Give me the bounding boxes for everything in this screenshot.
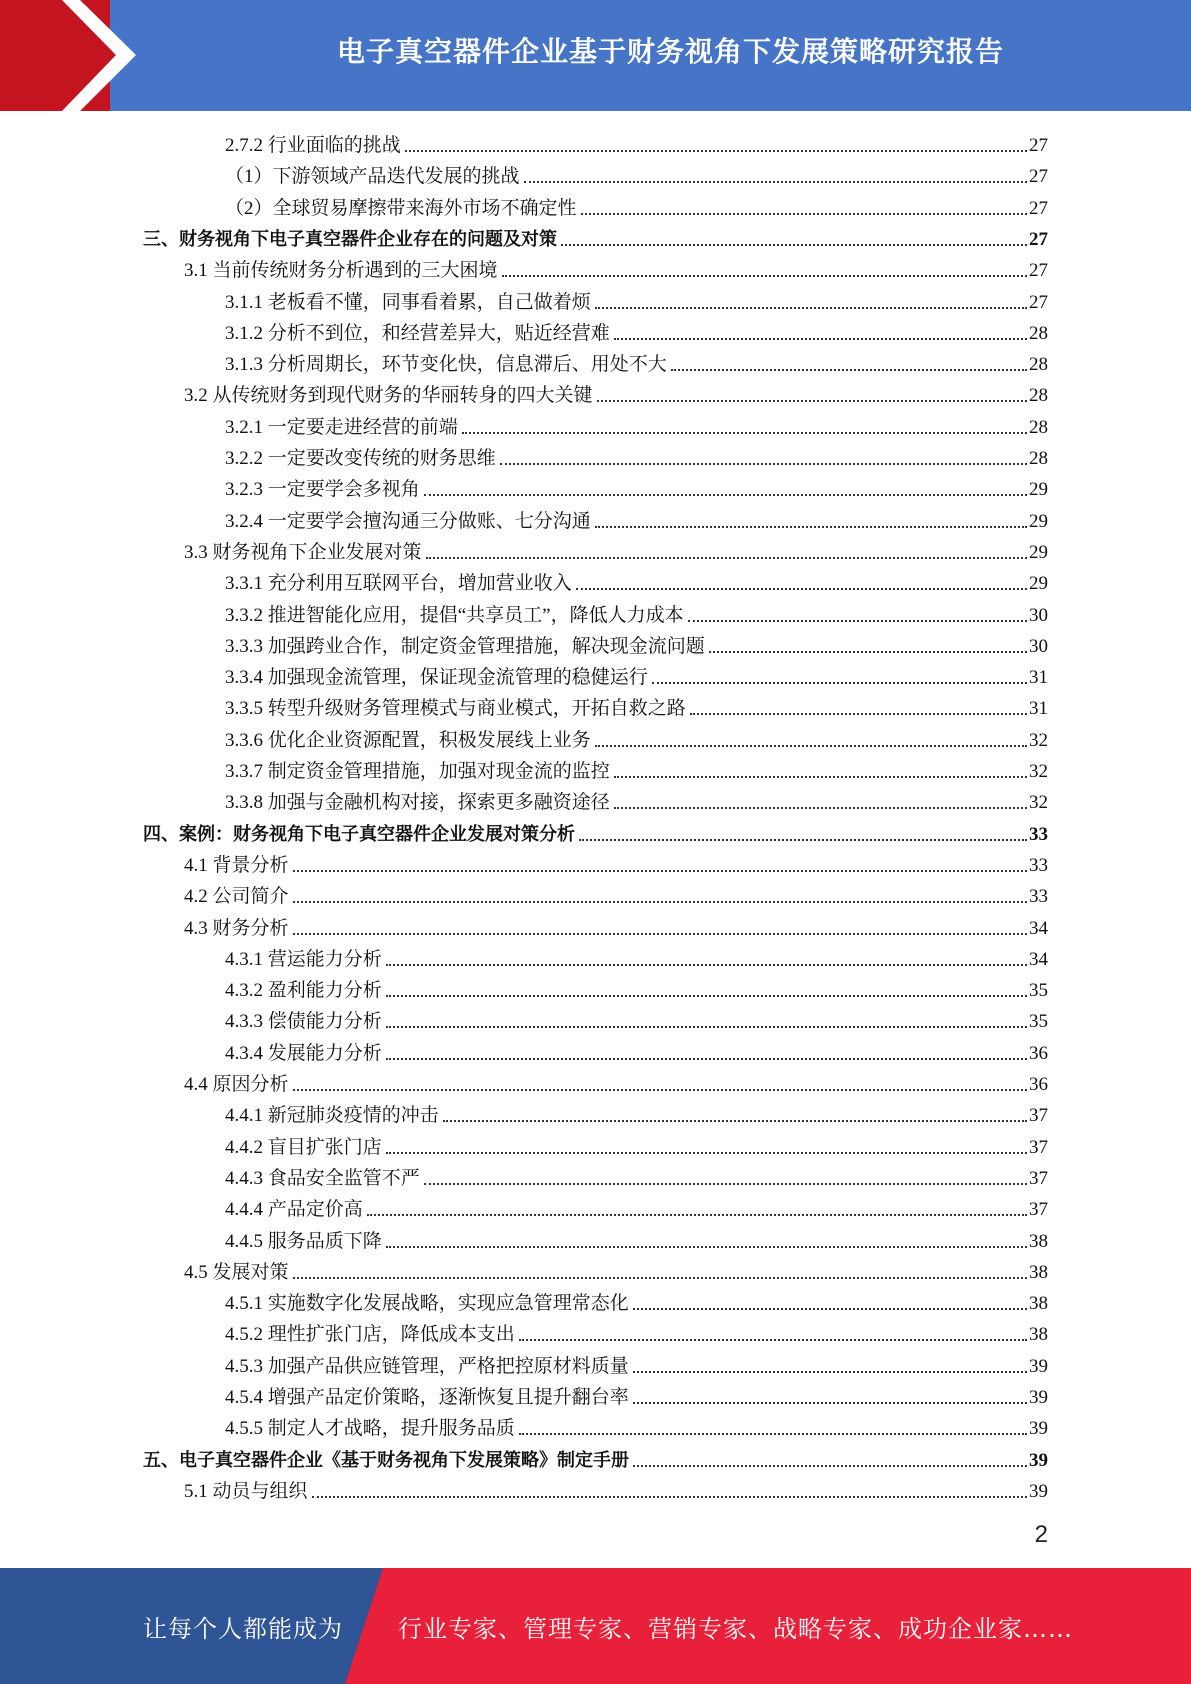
toc-entry-label: 3.1.3 分析周期长，环节变化快，信息滞后、用处不大 bbox=[225, 354, 667, 376]
toc-dot-leader bbox=[386, 1152, 1027, 1154]
toc-entry-page: 34 bbox=[1029, 917, 1048, 939]
toc-entry-label: 5.1 动员与组织 bbox=[184, 1480, 308, 1502]
toc-entry-page: 28 bbox=[1029, 448, 1048, 469]
toc-dot-leader bbox=[293, 870, 1027, 872]
page-number: 2 bbox=[1034, 1521, 1048, 1548]
toc-entry-page: 35 bbox=[1029, 1011, 1048, 1033]
toc-entry-page: 30 bbox=[1029, 604, 1048, 626]
toc-entry-label: 四、案例：财务视角下电子真空器件企业发展对策分析 bbox=[143, 823, 575, 845]
toc-dot-leader bbox=[519, 1433, 1027, 1435]
header-chevron-icon bbox=[0, 0, 170, 111]
toc-entry[interactable] bbox=[225, 597, 1048, 628]
toc-entry-page: 38 bbox=[1029, 1324, 1048, 1346]
toc-dot-leader bbox=[293, 901, 1027, 903]
toc-dot-leader bbox=[597, 400, 1027, 402]
toc-dot-leader bbox=[312, 1496, 1027, 1498]
toc-entry-label: 3.3.2 推进智能化应用，提倡“共享员工”，降低人力成本 bbox=[225, 604, 684, 626]
toc-entry-page: 33 bbox=[1029, 886, 1048, 908]
toc-dot-leader bbox=[614, 807, 1027, 809]
toc-entry-page: 28 bbox=[1029, 322, 1048, 344]
toc-dot-leader bbox=[424, 1183, 1027, 1185]
toc-entry[interactable] bbox=[225, 722, 1048, 753]
toc-dot-leader bbox=[293, 1277, 1027, 1279]
toc-entry-label: 4.5 发展对策 bbox=[184, 1261, 289, 1283]
toc-entry[interactable] bbox=[225, 1285, 1048, 1316]
toc-entry[interactable] bbox=[225, 503, 1048, 534]
toc-entry-label: 3.3.8 加强与金融机构对接，探索更多融资途径 bbox=[225, 792, 610, 814]
toc-entry[interactable] bbox=[225, 315, 1048, 346]
toc-entry-page: 36 bbox=[1029, 1042, 1048, 1064]
toc-entry-label: 4.3.1 营运能力分析 bbox=[225, 948, 382, 970]
toc-entry-page: 27 bbox=[1029, 228, 1048, 250]
toc-entry[interactable] bbox=[225, 1097, 1048, 1128]
toc-entry[interactable] bbox=[225, 346, 1048, 377]
toc-entry-page: 32 bbox=[1029, 792, 1048, 814]
toc-entry-page: 39 bbox=[1029, 1355, 1048, 1377]
toc-entry[interactable] bbox=[184, 1254, 1048, 1285]
toc-entry[interactable] bbox=[225, 1191, 1048, 1222]
page-footer bbox=[0, 1568, 1191, 1684]
toc-entry-label: 4.5.3 加强产品供应链管理，严格把控原材料质量 bbox=[225, 1355, 629, 1377]
toc-entry[interactable] bbox=[225, 1129, 1048, 1160]
toc-dot-leader bbox=[386, 1026, 1027, 1028]
toc-entry-page: 31 bbox=[1029, 698, 1048, 720]
toc-entry-label: 3.2.2 一定要改变传统的财务思维 bbox=[225, 448, 496, 469]
toc-entry[interactable] bbox=[225, 284, 1048, 315]
toc-entry-label: 3.3.4 加强现金流管理，保证现金流管理的稳健运行 bbox=[225, 667, 648, 689]
toc-dot-leader bbox=[293, 933, 1027, 935]
toc-dot-leader bbox=[405, 150, 1027, 152]
toc-entry-label: 4.4.2 盲目扩张门店 bbox=[225, 1136, 382, 1158]
toc-entry-label: 3.3.7 制定资金管理措施，加强对现金流的监控 bbox=[225, 761, 610, 782]
toc-entry-page: 27 bbox=[1029, 291, 1048, 313]
toc-entry[interactable] bbox=[225, 1223, 1048, 1254]
toc-entry-page: 27 bbox=[1029, 166, 1048, 188]
toc-entry[interactable] bbox=[225, 409, 1048, 440]
toc-entry[interactable] bbox=[225, 158, 1048, 189]
toc-entry-page: 39 bbox=[1029, 1449, 1048, 1471]
toc-dot-leader bbox=[386, 995, 1027, 997]
toc-entry-page: 37 bbox=[1029, 1105, 1048, 1127]
toc-entry-label: 4.3.3 偿债能力分析 bbox=[225, 1011, 382, 1033]
toc-entry[interactable] bbox=[225, 1410, 1048, 1441]
toc-entry-page: 37 bbox=[1029, 1136, 1048, 1158]
toc-dot-leader bbox=[581, 213, 1027, 215]
toc-entry-label: 4.3.2 盈利能力分析 bbox=[225, 980, 382, 1002]
toc-entry-page: 28 bbox=[1029, 354, 1048, 376]
toc-entry-label: 4.5.4 增强产品定价策略，逐渐恢复且提升翻台率 bbox=[225, 1387, 629, 1408]
toc-entry[interactable] bbox=[184, 1066, 1048, 1097]
toc-entry[interactable] bbox=[225, 190, 1048, 221]
toc-entry-page: 39 bbox=[1029, 1480, 1048, 1502]
toc-entry[interactable] bbox=[225, 1003, 1048, 1034]
toc-entry-page: 29 bbox=[1029, 479, 1048, 501]
toc-dot-leader bbox=[690, 713, 1027, 715]
toc-dot-leader bbox=[688, 620, 1027, 622]
toc-dot-leader bbox=[633, 1402, 1027, 1404]
toc-entry[interactable] bbox=[225, 690, 1048, 721]
toc-entry-page: 36 bbox=[1029, 1074, 1048, 1095]
toc-entry-label: 4.5.5 制定人才战略，提升服务品质 bbox=[225, 1418, 515, 1440]
toc-entry-label: 4.3.4 发展能力分析 bbox=[225, 1042, 382, 1064]
toc-entry-page: 27 bbox=[1029, 260, 1048, 282]
toc-entry-page: 35 bbox=[1029, 980, 1048, 1002]
toc-entry-page: 28 bbox=[1029, 416, 1048, 438]
toc-entry-label: 4.4.1 新冠肺炎疫情的冲击 bbox=[225, 1105, 439, 1127]
toc-entry-page: 27 bbox=[1029, 197, 1048, 219]
toc-entry-label: 2.7.2 行业面临的挑战 bbox=[225, 135, 401, 156]
toc-entry[interactable] bbox=[225, 1035, 1048, 1066]
toc-entry-label: （2）全球贸易摩擦带来海外市场不确定性 bbox=[225, 197, 577, 219]
toc-entry[interactable] bbox=[225, 784, 1048, 815]
toc-entry[interactable] bbox=[225, 628, 1048, 659]
toc-entry-label: 4.4.4 产品定价高 bbox=[225, 1199, 363, 1221]
toc-entry-page: 32 bbox=[1029, 729, 1048, 751]
toc-entry-label: 3.1.2 分析不到位，和经营差异大，贴近经营难 bbox=[225, 322, 610, 344]
toc-entry[interactable] bbox=[184, 910, 1048, 941]
toc-entry[interactable] bbox=[225, 471, 1048, 502]
document-title: 电子真空器件企业基于财务视角下发展策略研究报告 bbox=[336, 35, 1004, 68]
toc-entry[interactable] bbox=[143, 816, 1048, 847]
toc-entry-label: 3.2.4 一定要学会擅沟通三分做账、七分沟通 bbox=[225, 510, 591, 532]
toc-dot-leader bbox=[367, 1214, 1027, 1216]
toc-entry[interactable] bbox=[184, 377, 1048, 408]
toc-entry-label: 三、财务视角下电子真空器件企业存在的问题及对策 bbox=[143, 228, 557, 250]
toc-entry-page: 33 bbox=[1029, 823, 1048, 845]
toc-dot-leader bbox=[709, 651, 1027, 653]
toc-entry-page: 38 bbox=[1029, 1293, 1048, 1315]
toc-entry[interactable] bbox=[225, 127, 1048, 158]
toc-dot-leader bbox=[462, 432, 1027, 434]
toc-entry-label: 3.3.5 转型升级财务管理模式与商业模式，开拓自救之路 bbox=[225, 698, 686, 720]
toc-dot-leader bbox=[443, 1120, 1027, 1122]
toc-entry[interactable] bbox=[143, 1442, 1048, 1473]
toc-entry[interactable] bbox=[184, 534, 1048, 565]
toc-dot-leader bbox=[595, 526, 1027, 528]
toc-entry-label: 3.2.3 一定要学会多视角 bbox=[225, 479, 420, 501]
toc-dot-leader bbox=[502, 275, 1027, 277]
toc-entry[interactable] bbox=[225, 1316, 1048, 1347]
toc-dot-leader bbox=[424, 494, 1027, 496]
toc-entry-label: （1）下游领域产品迭代发展的挑战 bbox=[225, 166, 520, 188]
toc-entry[interactable] bbox=[184, 1473, 1048, 1504]
toc-dot-leader bbox=[576, 588, 1027, 590]
toc-entry-label: 4.5.2 理性扩张门店，降低成本支出 bbox=[225, 1324, 515, 1346]
toc-entry[interactable] bbox=[225, 1348, 1048, 1379]
toc-entry-page: 39 bbox=[1029, 1418, 1048, 1440]
toc-entry-label: 4.5.1 实施数字化发展战略，实现应急管理常态化 bbox=[225, 1293, 629, 1315]
toc-entry[interactable] bbox=[184, 252, 1048, 283]
toc-entry-page: 37 bbox=[1029, 1167, 1048, 1189]
toc-dot-leader bbox=[633, 1465, 1027, 1467]
toc-entry[interactable] bbox=[225, 659, 1048, 690]
toc-entry-page: 34 bbox=[1029, 948, 1048, 970]
toc-entry[interactable] bbox=[225, 941, 1048, 972]
toc-entry-label: 3.3.1 充分利用互联网平台，增加营业收入 bbox=[225, 573, 572, 595]
toc-dot-leader bbox=[671, 369, 1027, 371]
toc-entry[interactable] bbox=[184, 878, 1048, 909]
toc-dot-leader bbox=[561, 244, 1027, 246]
toc-dot-leader bbox=[519, 1339, 1027, 1341]
toc-entry-label: 4.4.5 服务品质下降 bbox=[225, 1230, 382, 1252]
toc-entry-page: 27 bbox=[1029, 135, 1048, 156]
toc-entry-page: 32 bbox=[1029, 761, 1048, 782]
toc-entry[interactable] bbox=[225, 972, 1048, 1003]
toc-entry-page: 38 bbox=[1029, 1230, 1048, 1252]
toc-entry-label: 4.3 财务分析 bbox=[184, 917, 289, 939]
toc-entry-label: 3.1 当前传统财务分析遇到的三大困境 bbox=[184, 260, 498, 282]
toc-entry-label: 3.3.3 加强跨业合作，制定资金管理措施，解决现金流问题 bbox=[225, 635, 705, 657]
toc-entry[interactable] bbox=[184, 847, 1048, 878]
toc-entry-page: 33 bbox=[1029, 854, 1048, 876]
toc-entry[interactable] bbox=[143, 221, 1048, 252]
toc-entry-label: 4.2 公司简介 bbox=[184, 886, 289, 908]
toc-entry[interactable] bbox=[225, 1379, 1048, 1410]
footer-slogan-left: 让每个人都能成为 bbox=[143, 1614, 343, 1643]
toc-dot-leader bbox=[633, 1308, 1027, 1310]
toc-entry-page: 38 bbox=[1029, 1261, 1048, 1283]
toc-entry-label: 3.2.1 一定要走进经营的前端 bbox=[225, 416, 458, 438]
toc-entry-label: 4.1 背景分析 bbox=[184, 854, 289, 876]
toc-entry-page: 39 bbox=[1029, 1387, 1048, 1408]
toc-entry-label: 4.4.3 食品安全监管不严 bbox=[225, 1167, 420, 1189]
toc-dot-leader bbox=[386, 964, 1027, 966]
toc-entry-page: 30 bbox=[1029, 635, 1048, 657]
toc-entry-label: 3.1.1 老板看不懂，同事看着累，自己做着烦 bbox=[225, 291, 591, 313]
toc-dot-leader bbox=[426, 557, 1027, 559]
toc-entry-page: 29 bbox=[1029, 510, 1048, 532]
toc-dot-leader bbox=[595, 745, 1027, 747]
page-header bbox=[0, 0, 1191, 111]
toc-dot-leader bbox=[386, 1058, 1027, 1060]
toc-entry-label: 五、电子真空器件企业《基于财务视角下发展策略》制定手册 bbox=[143, 1449, 629, 1471]
toc-entry-page: 28 bbox=[1029, 385, 1048, 407]
toc-entry[interactable] bbox=[225, 753, 1048, 784]
footer-slogan-right: 行业专家、管理专家、营销专家、战略专家、成功企业家…… bbox=[398, 1614, 1073, 1643]
toc-dot-leader bbox=[614, 776, 1027, 778]
toc-dot-leader bbox=[652, 682, 1027, 684]
toc-entry-label: 3.3 财务视角下企业发展对策 bbox=[184, 541, 422, 563]
toc-dot-leader bbox=[595, 307, 1027, 309]
toc-entry-label: 4.4 原因分析 bbox=[184, 1074, 289, 1095]
toc-entry-label: 3.2 从传统财务到现代财务的华丽转身的四大关键 bbox=[184, 385, 593, 407]
toc-entry[interactable] bbox=[225, 440, 1048, 471]
toc-entry[interactable] bbox=[225, 1160, 1048, 1191]
toc-dot-leader bbox=[614, 338, 1027, 340]
toc-entry-label: 3.3.6 优化企业资源配置，积极发展线上业务 bbox=[225, 729, 591, 751]
toc-entry-page: 29 bbox=[1029, 573, 1048, 595]
toc-entry-page: 37 bbox=[1029, 1199, 1048, 1221]
toc-dot-leader bbox=[579, 839, 1027, 841]
toc-dot-leader bbox=[293, 1089, 1027, 1091]
toc-entry-page: 31 bbox=[1029, 667, 1048, 689]
toc-entry[interactable] bbox=[225, 565, 1048, 596]
toc-dot-leader bbox=[386, 1246, 1027, 1248]
toc-dot-leader bbox=[500, 463, 1027, 465]
toc-dot-leader bbox=[524, 181, 1027, 183]
toc-dot-leader bbox=[633, 1371, 1027, 1373]
toc-entry-page: 29 bbox=[1029, 541, 1048, 563]
